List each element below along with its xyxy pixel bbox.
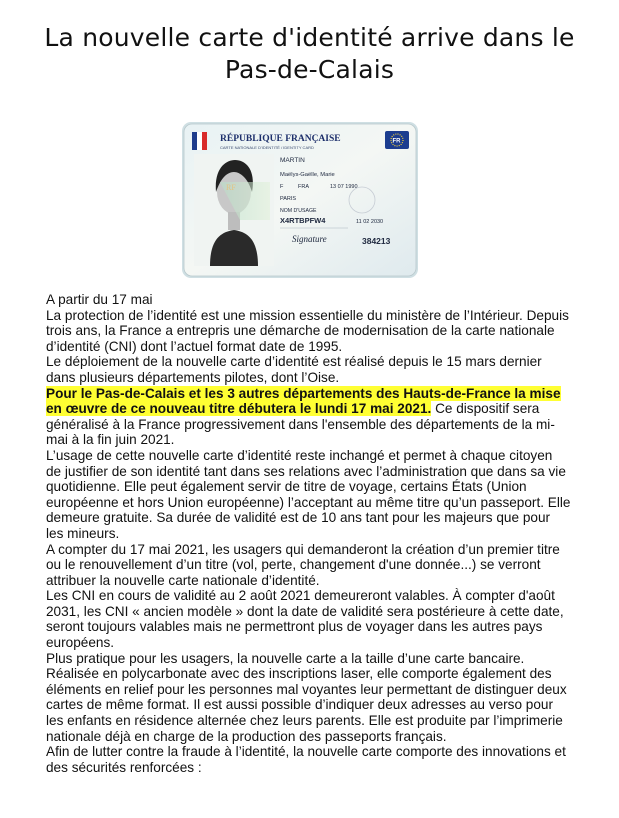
card-surname: MARTIN bbox=[280, 157, 305, 164]
card-document-number: X4RTBPFW4 bbox=[280, 216, 326, 225]
article-paragraph-2: Le déploiement de la nouvelle carte d’identité est réalisé depuis le 15 mars dernier dans plusieurs départements pilotes, dont l’Oise. bbox=[46, 354, 542, 385]
article-paragraph-3 bbox=[46, 386, 571, 448]
french-flag-logo bbox=[192, 132, 207, 150]
highlighted-announcement: Pour le Pas-de-Calais et les 3 autres départements des Hauts-de-France la mise en œuvre de ce nouveau titre débutera le lundi 17 mai 2021. bbox=[46, 385, 561, 417]
card-subtitle: CARTE NATIONALE D'IDENTITÉ / IDENTITY CARD bbox=[220, 145, 314, 150]
fr-badge: FR bbox=[392, 138, 401, 145]
card-nationality: FRA bbox=[298, 184, 309, 190]
rf-mark: RF bbox=[226, 183, 236, 192]
article-body bbox=[46, 292, 571, 775]
card-sex: F bbox=[280, 184, 284, 190]
card-can: 384213 bbox=[362, 236, 391, 246]
page-title: La nouvelle carte d'identité arrive dans le Pas-de-Calais bbox=[44, 23, 575, 84]
card-country: RÉPUBLIQUE FRANÇAISE bbox=[220, 134, 341, 144]
card-expiry: 11 02 2030 bbox=[356, 219, 384, 225]
eu-flag-icon bbox=[385, 131, 409, 149]
article-paragraph-7: Plus pratique pour les usagers, la nouvelle carte a la taille d’une carte bancaire. Réalisée en polycarbonate avec des inscriptions laser, elle comporte également des éléments en relief pour les personnes mal voyantes leur permettant de distinguer deux cartes de même format. Il est aussi possible d’indiquer deux adresses au verso pour les enfants en résidence alternée chez leurs parents. Elle est produite par l’imprimerie nationale déjà en charge de la production des passeports français. bbox=[46, 650, 567, 744]
article-paragraph-1: La protection de l’identité est une mission essentielle du ministère de l’Intérieur. Depuis trois ans, la France a entrepris une démarche de modernisation de la carte nationale d’identité (CNI) dont l’actuel format date de 1995. bbox=[46, 307, 569, 354]
holder-photo bbox=[194, 154, 274, 266]
article-paragraph-5: A compter du 17 mai 2021, les usagers qui demanderont la création d’un premier titre ou le renouvellement d’un titre (vol, perte, changement d'une donnée...) se verront attribuer la nouvelle carte nationale d’identité. bbox=[46, 541, 560, 588]
card-birth-date: 13 07 1990 bbox=[330, 184, 358, 190]
card-usage-name: NOM D'USAGE bbox=[280, 208, 317, 214]
article-paragraph-8: Afin de lutter contre la fraude à l’identité, la nouvelle carte comporte des innovations et des sécurités renforcées : bbox=[46, 744, 566, 775]
card-birth-place: PARIS bbox=[280, 196, 297, 202]
article-paragraph-3-rest: Ce dispositif sera généralisé à la France progressivement dans l'ensemble des départements de la mi-mai à la fin juin 2021. bbox=[46, 401, 555, 448]
card-signature: Signature bbox=[292, 234, 327, 244]
id-card-image bbox=[180, 120, 420, 280]
article-paragraph-6: Les CNI en cours de validité au 2 août 2021 demeureront valables. À compter d'août 2031, les CNI « ancien modèle » dont la date de validité sera postérieure à cette date, seront toujours valables mais ne permettront plus de voyager dans les autres pays européens. bbox=[46, 588, 564, 651]
article-dateline: A partir du 17 mai bbox=[46, 292, 153, 307]
article-paragraph-4: L’usage de cette nouvelle carte d’identité reste inchangé et permet à chaque citoyen de justifier de son identité tant dans ses relations avec l’administration que dans sa vie quotidienne. Elle peut également servir de titre de voyage, certains États (Union européenne et hors Union européenne) l’acceptant au même titre qu’un passeport. Elle demeure gratuite. Sa durée de validité est de 10 ans tant pour les majeurs que pour les mineurs. bbox=[46, 447, 571, 541]
card-given-names: Maëlys-Gaëlle, Marie bbox=[280, 172, 335, 178]
